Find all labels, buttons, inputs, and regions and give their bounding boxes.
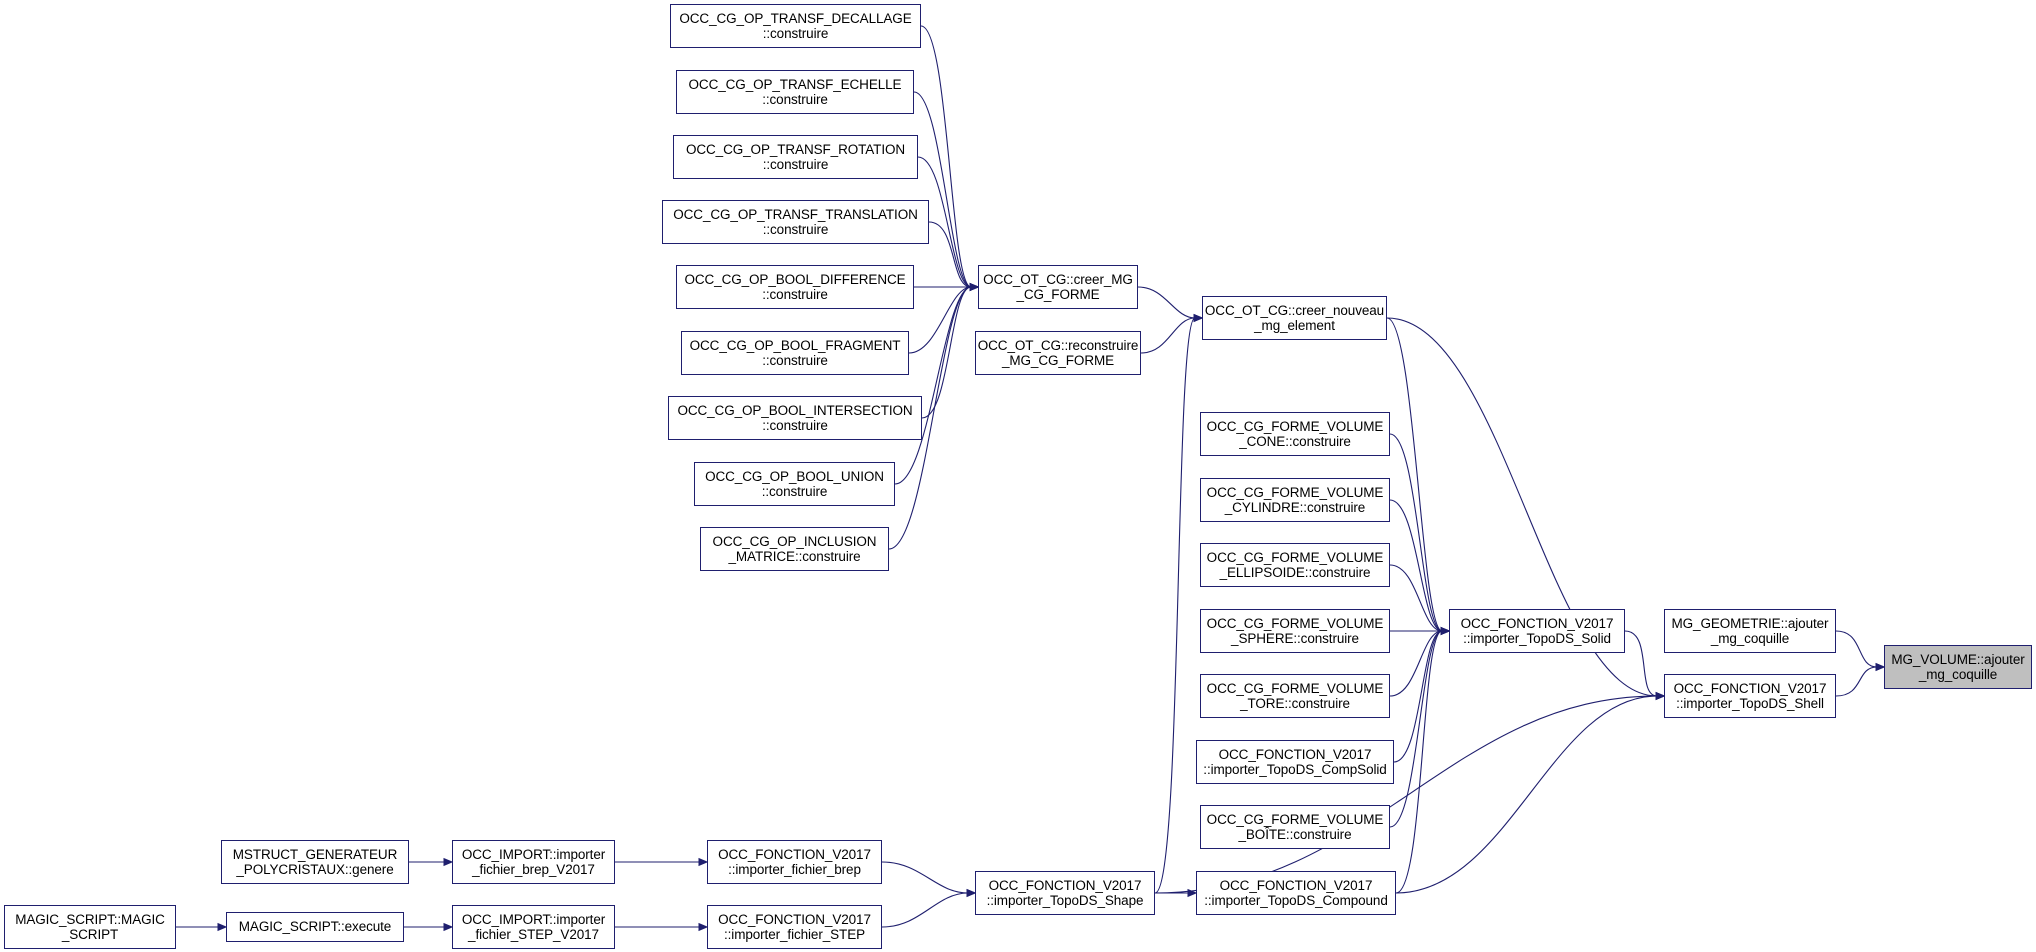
- graph-node[interactable]: [670, 4, 921, 48]
- graph-node-label: OCC_FONCTION_V2017: [1673, 680, 1827, 696]
- graph-node-label: OCC_CG_OP_TRANSF_ROTATION: [685, 141, 906, 157]
- graph-node-label: ::importer_TopoDS_Shell: [1676, 696, 1824, 711]
- graph-node[interactable]: [1200, 543, 1390, 587]
- graph-edge-arrowhead: [1441, 628, 1449, 635]
- graph-edge-arrowhead: [1441, 628, 1449, 635]
- graph-node[interactable]: [1664, 674, 1836, 718]
- graph-edge-arrowhead: [967, 890, 975, 897]
- graph-node-label: OCC_CG_OP_TRANSF_TRANSLATION: [673, 206, 918, 222]
- graph-node-label: OCC_CG_OP_INCLUSION: [712, 533, 877, 549]
- graph-node[interactable]: [676, 265, 914, 309]
- graph-node-label: OCC_FONCTION_V2017: [1218, 746, 1372, 762]
- graph-node[interactable]: [1664, 609, 1836, 653]
- graph-node-label: ::importer_TopoDS_CompSolid: [1203, 762, 1387, 777]
- graph-node-label: OCC_OT_CG::creer_nouveau: [1204, 302, 1385, 318]
- graph-node-label: ::construire: [762, 353, 828, 368]
- graph-edge-arrowhead: [1656, 693, 1664, 700]
- graph-node-label: ::construire: [762, 287, 828, 302]
- graph-node-label: ::importer_fichier_brep: [728, 862, 861, 877]
- graph-node-label: OCC_CG_OP_TRANSF_ECHELLE: [688, 76, 902, 92]
- graph-edge: [1155, 318, 1195, 893]
- graph-edge-arrowhead: [218, 924, 226, 931]
- graph-edge-arrowhead: [1876, 664, 1884, 671]
- graph-node-label: ::importer_fichier_STEP: [724, 927, 865, 942]
- graph-edge: [882, 862, 968, 893]
- graph-edge-arrowhead: [444, 859, 452, 866]
- graph-node[interactable]: [1200, 805, 1390, 849]
- graph-edge: [1394, 631, 1442, 762]
- graph-edge: [1625, 631, 1657, 696]
- graph-node-label: OCC_CG_FORME_VOLUME: [1206, 484, 1384, 500]
- graph-edge: [1141, 318, 1195, 353]
- graph-node[interactable]: [1196, 740, 1394, 784]
- graph-edge-arrowhead: [1656, 693, 1664, 700]
- graph-edge-arrowhead: [970, 284, 978, 291]
- graph-edge: [895, 287, 971, 484]
- graph-node[interactable]: [4, 905, 176, 949]
- graph-node[interactable]: [681, 331, 909, 375]
- graph-node-label: OCC_CG_FORME_VOLUME: [1206, 615, 1384, 631]
- graph-edge-arrowhead: [970, 284, 978, 291]
- graph-edge: [1390, 565, 1442, 631]
- graph-node-label: _CG_FORME: [1016, 287, 1100, 302]
- graph-edge: [1390, 631, 1442, 696]
- graph-node[interactable]: [707, 905, 882, 949]
- graph-node[interactable]: [1200, 674, 1390, 718]
- graph-edge-arrowhead: [970, 284, 978, 291]
- graph-node-label: OCC_CG_OP_TRANSF_DECALLAGE: [679, 10, 912, 26]
- graph-node-label: _MG_CG_FORME: [1001, 353, 1115, 368]
- graph-node[interactable]: [694, 462, 895, 506]
- graph-node[interactable]: [700, 527, 889, 571]
- graph-node[interactable]: [1196, 871, 1396, 915]
- graph-edge-arrowhead: [1441, 628, 1449, 635]
- graph-edge-arrowhead: [1656, 693, 1664, 700]
- graph-node-label: OCC_CG_FORME_VOLUME: [1206, 549, 1384, 565]
- graph-node-label: _ELLIPSOIDE::construire: [1219, 565, 1371, 580]
- graph-node-label: ::importer_TopoDS_Shape: [986, 893, 1144, 908]
- graph-node-label: OCC_CG_OP_BOOL_UNION: [705, 468, 884, 484]
- graph-node-label: _POLYCRISTAUX::genere: [236, 862, 394, 877]
- graph-node-label: _SPHERE::construire: [1231, 631, 1359, 646]
- graph-node-label: MG_VOLUME::ajouter: [1891, 651, 2025, 667]
- graph-edge-arrowhead: [1441, 628, 1449, 635]
- graph-edge: [1155, 696, 1657, 893]
- graph-node-label: _SCRIPT: [61, 927, 119, 942]
- graph-edge: [914, 92, 971, 287]
- graph-edge-arrowhead: [1188, 890, 1196, 897]
- graph-node[interactable]: [452, 840, 615, 884]
- graph-node-label: _fichier_brep_V2017: [472, 862, 595, 877]
- graph-node[interactable]: [452, 905, 615, 949]
- graph-node-label: OCC_CG_FORME_VOLUME: [1206, 811, 1384, 827]
- graph-edge-arrowhead: [699, 859, 707, 866]
- graph-node[interactable]: [226, 912, 404, 942]
- graph-node[interactable]: [975, 871, 1155, 915]
- graph-node-label: ::importer_TopoDS_Solid: [1463, 631, 1611, 646]
- graph-edge-arrowhead: [970, 284, 978, 291]
- graph-node-label: MAGIC_SCRIPT::execute: [238, 919, 392, 935]
- graph-node-label: OCC_FONCTION_V2017: [718, 846, 871, 862]
- graph-node-label: OCC_IMPORT::importer: [461, 911, 606, 927]
- graph-node[interactable]: [673, 135, 918, 179]
- graph-node-label: _TORE::construire: [1240, 696, 1350, 711]
- graph-node-label: _CONE::construire: [1239, 434, 1351, 449]
- graph-node-label: OCC_CG_FORME_VOLUME: [1206, 418, 1384, 434]
- graph-node[interactable]: [1200, 412, 1390, 456]
- graph-node-label: OCC_CG_OP_BOOL_INTERSECTION: [677, 402, 913, 418]
- graph-edge-arrowhead: [970, 284, 978, 291]
- graph-edge-arrowhead: [1194, 315, 1202, 322]
- graph-node[interactable]: [707, 840, 882, 884]
- graph-node[interactable]: [1202, 296, 1387, 340]
- graph-node-label: _mg_coquille: [1710, 631, 1790, 646]
- graph-node-label: OCC_FONCTION_V2017: [1460, 615, 1614, 631]
- graph-edge-arrowhead: [970, 284, 978, 291]
- graph-node[interactable]: [1200, 478, 1390, 522]
- graph-edge: [1390, 631, 1442, 827]
- graph-edge: [909, 287, 971, 353]
- graph-node-label: _mg_element: [1254, 318, 1335, 333]
- graph-node-label: _CYLINDRE::construire: [1224, 500, 1366, 515]
- graph-node[interactable]: [975, 331, 1141, 375]
- graph-edge: [1396, 631, 1442, 893]
- graph-edge-arrowhead: [1441, 628, 1449, 635]
- graph-edge: [1836, 631, 1877, 667]
- graph-node-label: OCC_CG_FORME_VOLUME: [1206, 680, 1384, 696]
- graph-edge-arrowhead: [1656, 693, 1664, 700]
- graph-edge-arrowhead: [1441, 628, 1449, 635]
- graph-edge-arrowhead: [1876, 664, 1884, 671]
- graph-edge-arrowhead: [444, 924, 452, 931]
- graph-edge: [1387, 318, 1442, 631]
- graph-node-label: _mg_coquille: [1918, 667, 1998, 682]
- graph-node-label: MG_GEOMETRIE::ajouter: [1671, 615, 1829, 631]
- graph-node-label: ::construire: [762, 157, 829, 172]
- graph-edge-arrowhead: [967, 890, 975, 897]
- graph-node[interactable]: [978, 265, 1138, 309]
- graph-node[interactable]: [221, 840, 409, 884]
- graph-node-label: MAGIC_SCRIPT::MAGIC: [15, 911, 165, 927]
- graph-node-label: _BOÎTE::construire: [1238, 827, 1352, 842]
- graph-edge-arrowhead: [970, 284, 978, 291]
- graph-node-label: OCC_FONCTION_V2017: [1219, 877, 1373, 893]
- graph-edge-arrowhead: [1441, 628, 1449, 635]
- graph-edge: [1138, 287, 1195, 318]
- graph-node-label: OCC_OT_CG::creer_MG: [983, 271, 1133, 287]
- graph-node-label: ::construire: [762, 92, 828, 107]
- graph-edge-arrowhead: [970, 284, 978, 291]
- graph-node[interactable]: [668, 396, 922, 440]
- graph-node-label: ::construire: [762, 418, 828, 433]
- graph-edge-arrowhead: [1441, 628, 1449, 635]
- graph-edge: [921, 26, 971, 287]
- graph-edge: [929, 222, 971, 287]
- graph-edge: [1390, 500, 1442, 631]
- graph-edge-arrowhead: [1441, 628, 1449, 635]
- graph-node-label: OCC_FONCTION_V2017: [718, 911, 871, 927]
- graph-node[interactable]: [676, 70, 914, 114]
- graph-node-label: _fichier_STEP_V2017: [468, 927, 599, 942]
- graph-node[interactable]: [662, 200, 929, 244]
- graph-node[interactable]: [1884, 645, 2032, 689]
- graph-edge: [1396, 696, 1657, 893]
- graph-edge-arrowhead: [699, 924, 707, 931]
- graph-node-label: OCC_IMPORT::importer: [461, 846, 606, 862]
- graph-node-label: ::construire: [761, 484, 828, 499]
- graph-node-label: OCC_FONCTION_V2017: [988, 877, 1142, 893]
- graph-node-label: ::construire: [762, 222, 829, 237]
- graph-node-label: OCC_CG_OP_BOOL_DIFFERENCE: [684, 271, 906, 287]
- graph-edge: [882, 893, 968, 927]
- graph-node-label: ::importer_TopoDS_Compound: [1204, 893, 1388, 908]
- graph-node-label: MSTRUCT_GENERATEUR: [232, 846, 398, 862]
- graph-node[interactable]: [1200, 609, 1390, 653]
- graph-edge: [1836, 667, 1877, 696]
- graph-edge: [922, 287, 971, 418]
- graph-node-label: OCC_OT_CG::reconstruire: [977, 337, 1139, 353]
- graph-node-label: ::construire: [762, 26, 829, 41]
- graph-node[interactable]: [1449, 609, 1625, 653]
- graph-node-label: OCC_CG_OP_BOOL_FRAGMENT: [689, 337, 901, 353]
- graph-edge-arrowhead: [1194, 315, 1202, 322]
- graph-node-label: _MATRICE::construire: [728, 549, 861, 564]
- graph-edge-arrowhead: [1194, 315, 1202, 322]
- graph-edge-arrowhead: [970, 284, 978, 291]
- graph-edge: [1390, 434, 1442, 631]
